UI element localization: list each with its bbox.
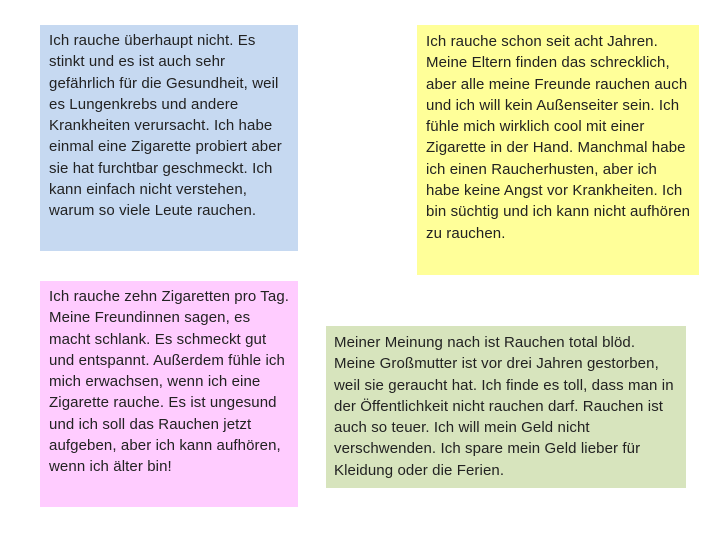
opinion-box-daily-smoker (40, 281, 298, 507)
opinion-text: Ich rauche zehn Zigaretten pro Tag. Meine Freundinnen sagen, es macht schlank. Es schmeckt gut und entspannt. Außerdem fühle ich mich erwachsen, wenn ich eine Zigarette rauche. Es ist ungesund und ich soll das Rauchen jetzt aufgeben, aber ich kann aufhören, wenn ich älter bin! (49, 288, 290, 476)
opinion-box-long-term-smoker (417, 25, 699, 275)
opinion-box-anti-smoking (326, 326, 686, 488)
opinion-box-non-smoker (40, 25, 298, 251)
opinion-text: Ich rauche schon seit acht Jahren. Meine Eltern finden das schrecklich, aber alle meine Freunde rauchen auch und ich will kein Außenseiter sein. Ich fühle mich wirklich cool mit einer Zigarette in der Hand. Manchmal habe ich einen Raucherhusten, aber ich habe keine Angst vor Krankheiten. Ich bin süchtig und ich kann nicht aufhören zu rauchen. (426, 33, 691, 242)
opinion-text: Ich rauche überhaupt nicht. Es stinkt und es ist auch sehr gefährlich für die Gesundheit, weil es Lungenkrebs und andere Krankheiten verursacht. Ich habe einmal eine Zigarette probiert aber sie hat furchtbar geschmeckt. Ich kann einfach nicht verstehen, warum so viele Leute rauchen. (49, 32, 282, 220)
opinion-text: Meiner Meinung nach ist Rauchen total blöd. Meine Großmutter ist vor drei Jahren gestorben, weil sie geraucht hat. Ich finde es toll, dass man in der Öffentlichkeit nicht rauchen darf. Rauchen ist auch so teuer. Ich will mein Geld nicht verschwenden. Ich spare mein Geld lieber für Kleidung oder die Ferien. (334, 334, 674, 479)
